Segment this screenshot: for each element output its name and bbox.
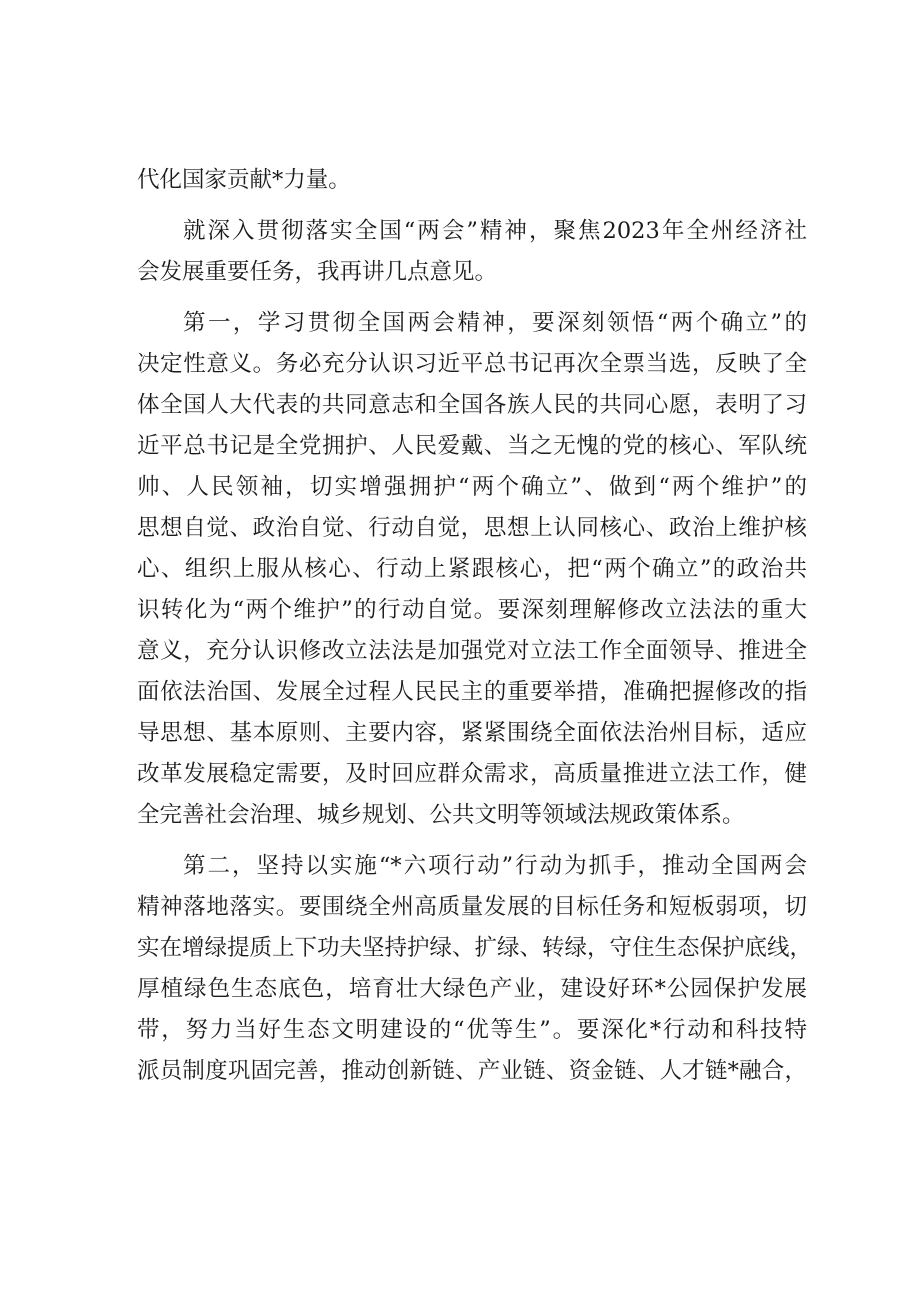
document-body [137, 160, 813, 1092]
text-line: 代化国家贡献*力量。 [137, 167, 351, 193]
paragraph-3 [137, 303, 807, 836]
paragraph-4 [137, 846, 813, 1092]
text-line: 全完善社会治理、城乡规划、公共文明等领域法规政策体系。 [137, 802, 745, 828]
text-line: 思想自觉、政治自觉、行动自觉，思想上认同核心、政治上维护核 [137, 515, 807, 541]
text-line: 精神落地落实。要围绕全州高质量发展的目标任务和短板弱项，切 [137, 894, 807, 920]
paragraph-2 [137, 211, 807, 293]
paragraph-1 [137, 160, 807, 201]
text-line: 改革发展稳定需要，及时回应群众需求，高质量推进立法工作，健 [137, 761, 807, 787]
text-line: 会发展重要任务，我再讲几点意见。 [137, 259, 498, 285]
text-line: 厚植绿色生态底色，培育壮大绿色产业，建设好环*公园保护发展 [137, 976, 807, 1002]
text-line: 体全国人大代表的共同意志和全国各族人民的共同心愿，表明了习 [137, 392, 807, 418]
paragraph-gap [137, 201, 807, 211]
paragraph-gap [137, 293, 807, 303]
text-line: 面依法治国、发展全过程人民民主的重要举措，准确把握修改的指 [137, 679, 807, 705]
text-line: 近平总书记是全党拥护、人民爱戴、当之无愧的党的核心、军队统 [137, 433, 807, 459]
text-line: 实在增绿提质上下功夫坚持护绿、扩绿、转绿，守住生态保护底线， [137, 935, 813, 961]
text-line: 第二，坚持以实施“*六项行动”行动为抓手，推动全国两会 [183, 853, 807, 879]
text-line: 意义，充分认识修改立法法是加强党对立法工作全面领导、推进全 [137, 638, 807, 664]
text-line: 派员制度巩固完善，推动创新链、产业链、资金链、人才链*融合， [137, 1058, 807, 1084]
text-line: 决定性意义。务必充分认识习近平总书记再次全票当选，反映了全 [137, 351, 807, 377]
text-line: 带，努力当好生态文明建设的“优等生”。要深化*行动和科技特 [137, 1017, 807, 1043]
text-line: 帅、人民领袖，切实增强拥护“两个确立”、做到“两个维护”的 [137, 474, 807, 500]
paragraph-gap [137, 836, 807, 846]
text-line: 导思想、基本原则、主要内容，紧紧围绕全面依法治州目标，适应 [137, 720, 807, 746]
text-line: 就深入贯彻落实全国“两会”精神，聚焦2023年全州经济社 [183, 218, 807, 244]
text-line: 第一，学习贯彻全国两会精神，要深刻领悟“两个确立”的 [183, 310, 807, 336]
text-line: 心、组织上服从核心、行动上紧跟核心，把“两个确立”的政治共 [137, 556, 807, 582]
text-line: 识转化为“两个维护”的行动自觉。要深刻理解修改立法法的重大 [137, 597, 807, 623]
